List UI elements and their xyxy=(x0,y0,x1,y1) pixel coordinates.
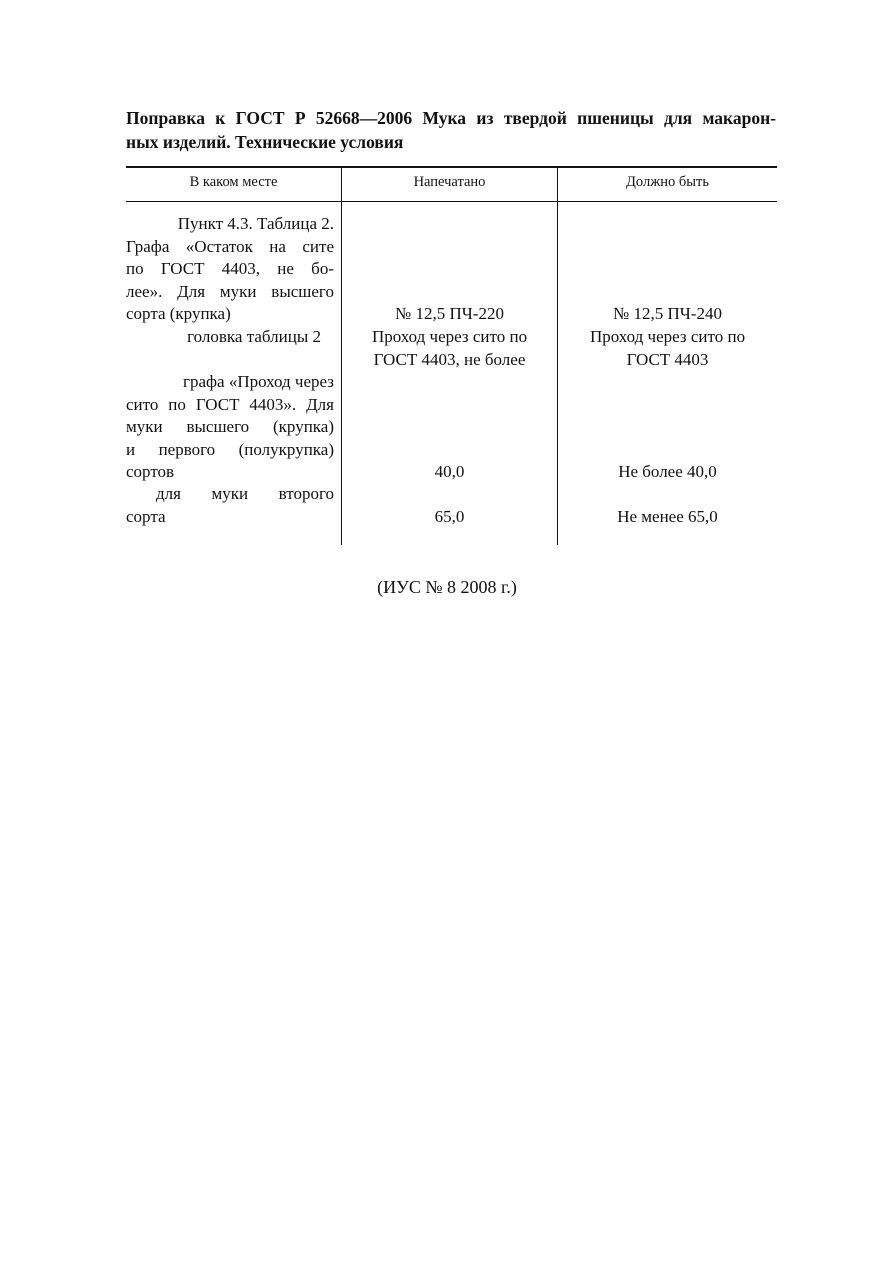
header-correct: Должно быть xyxy=(626,174,709,190)
where-line: графа «Проход через xyxy=(182,372,334,391)
correct-cell-block-4: Не менее 65,0 xyxy=(617,507,718,526)
where-cell-block-1 xyxy=(126,213,334,326)
header-printed: Напечатано xyxy=(413,174,486,190)
printed-cell-block-3: 40,0 xyxy=(434,462,465,481)
header-where: В каком месте xyxy=(189,174,278,190)
document-title xyxy=(126,106,776,154)
where-line: сорта (крупка) xyxy=(126,304,231,323)
where-line: сортов xyxy=(126,462,175,481)
where-line: для муки второго xyxy=(156,484,334,503)
where-line: и первого (полукрупка) xyxy=(126,439,334,459)
correct-cell-block-2 xyxy=(558,326,777,371)
where-line: сито по ГОСТ 4403». Для xyxy=(126,394,334,414)
where-line: сорта xyxy=(126,506,166,526)
where-line: по ГОСТ 4403, не бо- xyxy=(126,259,334,278)
correct-cell-block-1: № 12,5 ПЧ-240 xyxy=(613,304,722,323)
where-line: Пункт 4.3. Таблица 2. xyxy=(177,214,334,233)
title-line-2: ных изделий. Технические условия xyxy=(126,132,404,152)
printed-line: ГОСТ 4403, не более xyxy=(373,349,526,369)
table-header-rule xyxy=(126,201,777,202)
title-line-1: Поправка к ГОСТ Р 52668—2006 Мука из твердой пшеницы для макарон- xyxy=(126,108,776,128)
correct-cell-block-3: Не более 40,0 xyxy=(618,462,717,481)
where-line: Графа «Остаток на сите xyxy=(126,236,334,256)
printed-line: Проход через сито по xyxy=(371,327,528,346)
correct-line: Проход через сито по xyxy=(589,327,746,346)
where-line: лее». Для муки высшего xyxy=(126,281,334,301)
source-reference: (ИУС № 8 2008 г.) xyxy=(377,577,517,597)
correct-line: ГОСТ 4403 xyxy=(626,349,709,369)
table-top-rule xyxy=(126,166,777,168)
where-line: муки высшего (крупка) xyxy=(126,417,334,436)
printed-cell-block-4: 65,0 xyxy=(434,507,465,526)
where-cell-block-2 xyxy=(126,326,334,349)
where-cell-block-3 xyxy=(126,371,334,484)
printed-cell-block-2 xyxy=(342,326,557,371)
where-line: головка таблицы 2 xyxy=(187,327,321,346)
where-cell-block-4 xyxy=(126,483,334,528)
printed-cell-block-1: № 12,5 ПЧ-220 xyxy=(395,304,504,323)
